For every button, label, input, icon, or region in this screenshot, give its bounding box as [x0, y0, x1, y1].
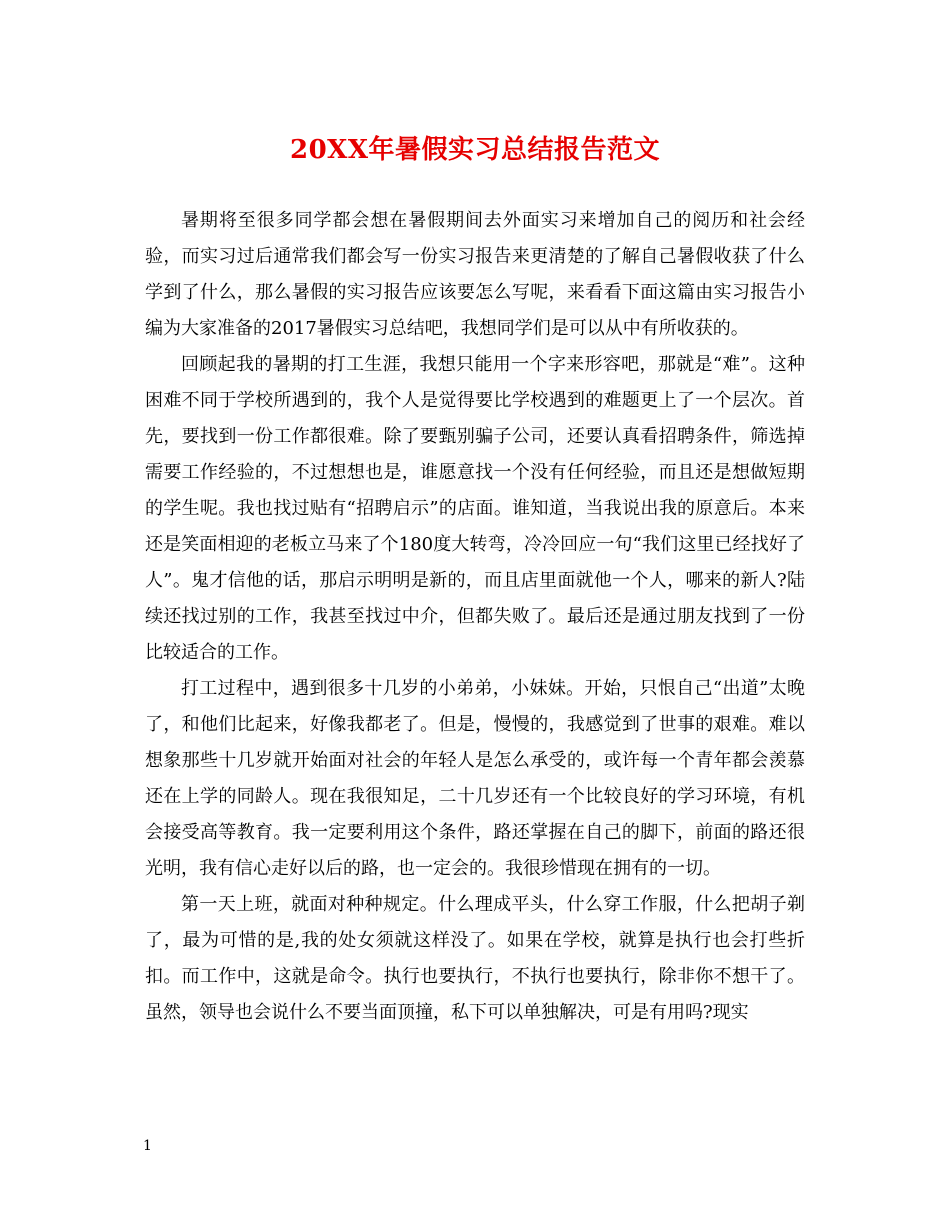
page-number: 1: [143, 1138, 152, 1154]
paragraph: 第一天上班，就面对种种规定。什么理成平头，什么穿工作服，什么把胡子剃了，最为可惜的是,我的处女须就这样没了。如果在学校，就算是执行也会打些折扣。而工作中，这就是命令。执行也要执行，不执行也要执行，除非你不想干了。虽然，领导也会说什么不要当面顶撞，私下可以单独解决，可是有用吗?现实: [145, 894, 805, 1023]
paragraph: 打工过程中，遇到很多十几岁的小弟弟，小妹妹。开始，只恨自己“出道”太晚了，和他们比起来，好像我都老了。但是，慢慢的，我感觉到了世事的艰难。难以想象那些十几岁就开始面对社会的年轻人是怎么承受的，或许每一个青年都会羡慕还在上学的同龄人。现在我很知足，二十几岁还有一个比较良好的学习环境，有机会接受高等教育。我一定要利用这个条件，路还掌握在自己的脚下，前面的路还很光明，我有信心走好以后的路，也一定会的。我很珍惜现在拥有的一切。: [145, 678, 805, 879]
paragraph: 回顾起我的暑期的打工生涯，我想只能用一个字来形容吧，那就是“难”。这种困难不同于学校所遇到的，我个人是觉得要比学校遇到的难题更上了一个层次。首先，要找到一份工作都很难。除了要甄别骗子公司，还要认真看招聘条件，筛选掉需要工作经验的，不过想想也是，谁愿意找一个没有任何经验，而且还是想做短期的学生呢。我也找过贴有“招聘启示”的店面。谁知道，当我说出我的原意后。本来还是笑面相迎的老板立马来了个180度大转弯，冷冷回应一句“我们这里已经找好了人”。鬼才信他的话，那启示明明是新的，而且店里面就他一个人，哪来的新人?陆续还找过别的工作，我甚至找过中介，但都失败了。最后还是通过朋友找到了一份比较适合的工作。: [145, 354, 805, 663]
paragraph: 暑期将至很多同学都会想在暑假期间去外面实习来增加自己的阅历和社会经验，而实习过后通常我们都会写一份实习报告来更清楚的了解自己暑假收获了什么学到了什么，那么暑假的实习报告应该要怎么写呢，来看看下面这篇由实习报告小编为大家准备的2017暑假实习总结吧，我想同学们是可以从中有所收获的。: [145, 210, 805, 339]
document-body: [145, 203, 805, 1031]
document-title: 20XX年暑假实习总结报告范文: [289, 135, 661, 165]
